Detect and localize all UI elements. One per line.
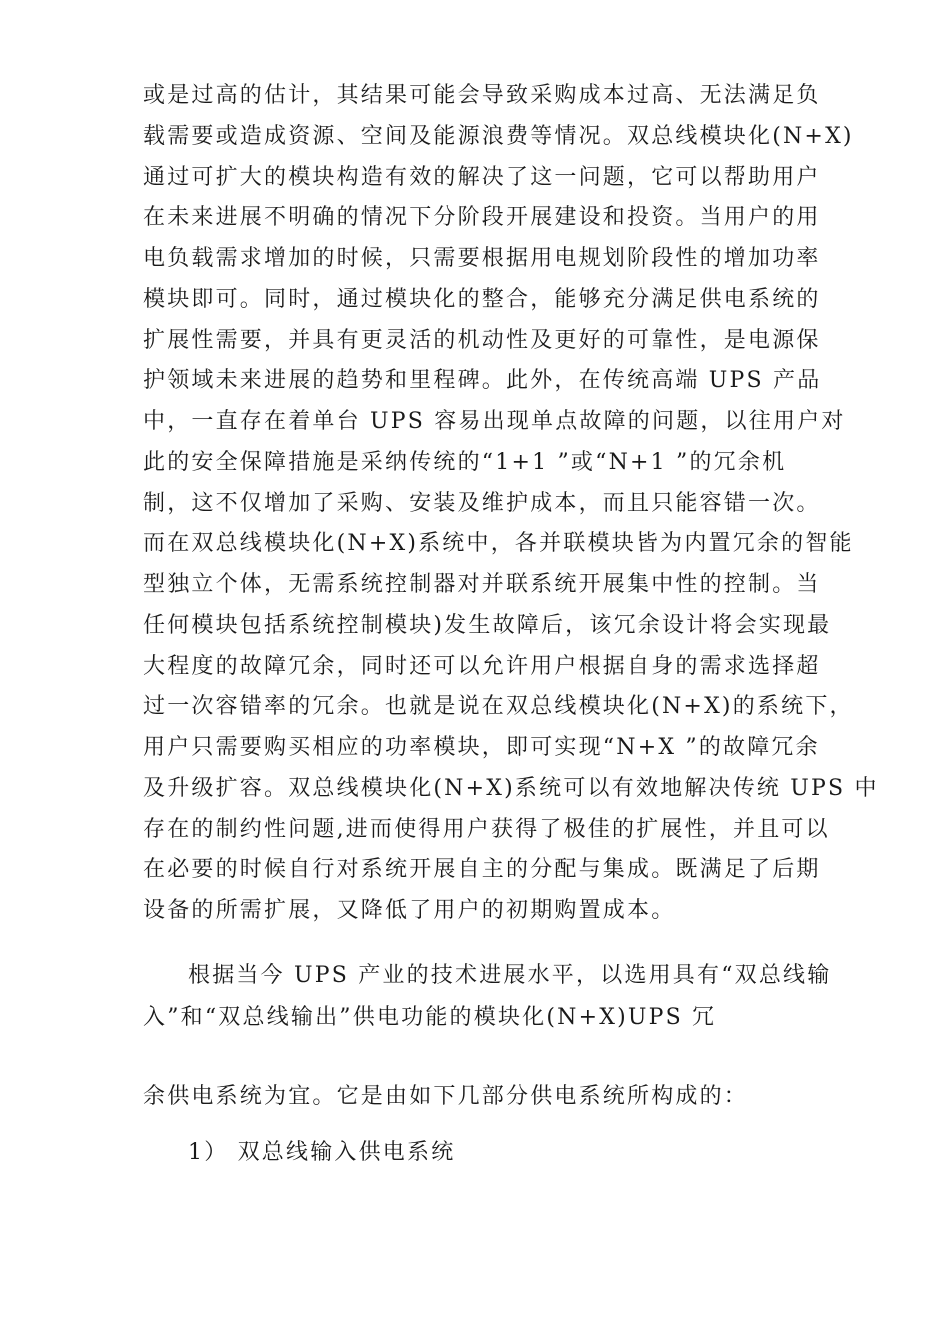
paragraph-1-line: 模块即可。同时，通过模块化的整合，能够充分满足供电系统的 (143, 286, 821, 312)
paragraph-1-line: 在未来进展不明确的情况下分阶段开展建设和投资。当用户的用 (143, 205, 821, 231)
paragraph-1-line: 护领域未来进展的趋势和里程碑。此外，在传统高端 UPS 产品 (143, 368, 822, 394)
paragraph-1-line: 扩展性需要，并具有更灵活的机动性及更好的可靠性，是电源保 (143, 327, 821, 353)
paragraph-1-line: 存在的制约性问题,进而使得用户获得了极佳的扩展性，并且可以 (143, 816, 830, 842)
paragraph-2-line: 根据当今 UPS 产业的技术进展水平，以选用具有“双总线输 (188, 963, 832, 988)
paragraph-1-line: 任何模块包括系统控制模块)发生故障后，该冗余设计将会实现最 (143, 612, 832, 638)
paragraph-1-line: 制，这不仅增加了采购、安装及维护成本，而且只能容错一次。 (143, 490, 821, 516)
paragraph-1-line: 中，一直存在着单台 UPS 容易出现单点故障的问题，以往用户对 (143, 409, 846, 434)
paragraph-2-line: 入”和“双总线输出”供电功能的模块化(N+X)UPS 冗 (143, 1005, 717, 1030)
paragraph-1-line: 载需要或造成资源、空间及能源浪费等情况。双总线模块化(N+X) (143, 123, 854, 149)
paragraph-1-line: 及升级扩容。双总线模块化(N+X)系统可以有效地解决传统 UPS 中 (143, 775, 879, 801)
paragraph-1-line: 此的安全保障措施是采纳传统的“1+1 ”或“N+1 ”的冗余机 (143, 449, 787, 475)
paragraph-1-line: 而在双总线模块化(N+X)系统中，各并联模块皆为内置冗余的智能 (143, 531, 854, 557)
paragraph-1-line: 大程度的故障冗余，同时还可以允许用户根据自身的需求选择超 (143, 653, 821, 679)
paragraph-1-line: 通过可扩大的模块构造有效的解决了这一问题，它可以帮助用户 (143, 164, 821, 190)
paragraph-1-line: 过一次容错率的冗余。也就是说在双总线模块化(N+X)的系统下， (143, 694, 854, 720)
paragraph-1-line: 设备的所需扩展，又降低了用户的初期购置成本。 (143, 898, 676, 923)
list-item-1: 1） 双总线输入供电系统 (188, 1140, 456, 1165)
paragraph-1-line: 电负载需求增加的时候，只需要根据用电规划阶段性的增加功率 (143, 246, 821, 271)
paragraph-1-line: 用户只需要购买相应的功率模块，即可实现“N+X ”的故障冗余 (143, 735, 820, 760)
paragraph-3-line: 余供电系统为宜。它是由如下几部分供电系统所构成的： (143, 1084, 749, 1109)
paragraph-1-line: 在必要的时候自行对系统开展自主的分配与集成。既满足了后期 (143, 857, 821, 883)
paragraph-1-line: 型独立个体，无需系统控制器对并联系统开展集中性的控制。当 (143, 572, 821, 597)
paragraph-1-line: 或是过高的估计，其结果可能会导致采购成本过高、无法满足负 (143, 83, 821, 108)
